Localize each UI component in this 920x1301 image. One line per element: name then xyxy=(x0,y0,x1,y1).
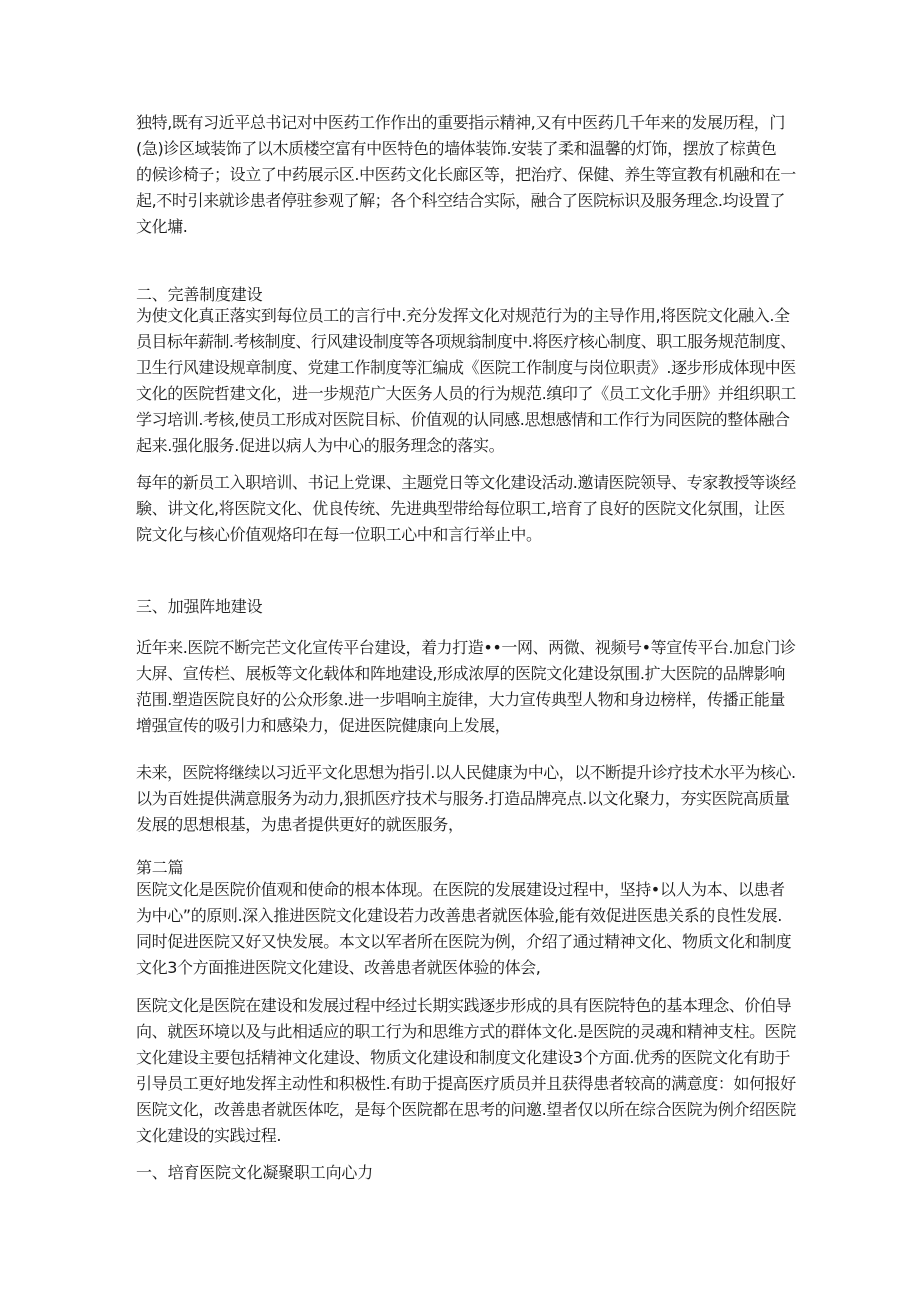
section-heading-system-building: 二、完善制度建设 xyxy=(136,285,263,304)
paragraph-system-building xyxy=(136,303,796,459)
text-line: 为使文化真正落实到每位员工的言行中.充分发挥文化对规范行为的主导作用,将医院文化融入.全 xyxy=(136,306,790,325)
text-line: 发展的思想根基，为患者提供更好的就医服务， xyxy=(136,815,464,834)
text-line: 的候诊椅子；设立了中药展示区.中医药文化长廊区等，把治疗、保健、养生等宣教有机融和在一 xyxy=(136,165,796,184)
paragraph-future-outlook xyxy=(136,760,796,838)
text-line: 范围.塑造医院良好的公众形象.进一步唱响主旋律，大力宣传典型人物和身边榜样，传播正能量 xyxy=(136,690,785,709)
text-line: 文化3个方面推进医院文化建设、改善患者就医体验的体会, xyxy=(136,958,541,977)
section-heading-cultivate-culture: 一、培育医院文化凝聚职工向心力 xyxy=(136,1163,374,1182)
text-line: 近年来.医院不断完芒文化宣传平台建设，着力打造••一网、两微、视频号•等宣传平台.加怠门诊 xyxy=(136,638,796,657)
text-line: 卫生行风建设规章制度、党建工作制度等汇编成《医院工作制度与岗位职责》.逐步形成体现中医 xyxy=(136,358,796,377)
text-line: 文化建设主要包括精神文化建设、物质文化建设和制度文化建设3个方面.优秀的医院文化有助于 xyxy=(136,1048,791,1067)
text-line: 未来，医院将继续以习近平文化思想为指引.以人民健康为中心，以不断提升诊疗技术水平为核心. xyxy=(136,763,796,782)
paragraph-hospital-environment xyxy=(136,110,796,240)
text-line: 大屏、宣传栏、展板等文化载体和阵地建设,形成浓厚的医院文化建设氛围.扩大医院的品牌影响 xyxy=(136,664,785,683)
text-line: 引导员工更好地发挥主动性和积极性.有助于提高医疗质员并且获得患者较高的满意度：如何报好 xyxy=(136,1074,796,1093)
text-line: 起来.强化服务.促进以病人为中心的服务理念的落实。 xyxy=(136,436,505,455)
text-line: 员目标年薪制.考核制度、行风建设制度等各项规翁制度中.将医疗核心制度、职工服务规范制度、 xyxy=(136,332,796,351)
text-line: 学习培训.考核,使员工形成对医院目标、价值观的认同感.思想感情和工作行为同医院的整体融合 xyxy=(136,410,790,429)
text-line: 医院文化，改善患者就医体吃，是每个医院都在思考的问邀.望者仅以所在综合医院为例介绍医院 xyxy=(136,1100,796,1119)
text-line: 験、讲文化,将医院文化、优良传统、先进典型带给每位职工,培育了良好的医院文化氛围，让医 xyxy=(136,499,785,518)
text-line: 医院文化是医院在建设和发展过程中经过长期实践逐步形成的具有医院特色的基本理念、价伯导 xyxy=(136,996,792,1015)
text-line: (急)诊区域装饰了以木质楼空富有中医特色的墙体装饰.安装了柔和温馨的灯饰，摆放了棕黄色 xyxy=(136,139,777,158)
text-line: 以为百姓提供满意服务为动力,狠抓医疗技术与服务.打造品牌亮点.以文化聚力，夯实医院高质量 xyxy=(136,789,790,808)
text-line: 增强宣传的吸引力和感染力，促进医院健康向上发展， xyxy=(136,716,511,735)
text-line: 同时促进医院又好又快发展。本文以军者所在医院为例，介绍了通过精神文化、物质文化和制度 xyxy=(136,932,792,951)
paragraph-publicity-platform xyxy=(136,635,796,739)
text-line: 为中心”的原则.深入推进医院文化建设若力改善患者就医体验,能有效促进医患关系的良性发展. xyxy=(136,906,782,925)
text-line: 文化的医院哲建文化，进一步规范广大医务人员的行为规范.缜印了《员工文化手册》并组织职工 xyxy=(136,384,796,403)
text-line: 医院文化是医院价值观和使命的根本体现。在医院的发展建设过程中，坚持•以人为本、以患者 xyxy=(136,880,785,899)
text-line: 文化墉. xyxy=(136,217,188,236)
text-line: 独特,既有习近平总书记对中医药工作作出的重要指示精神,又有中医药几千年来的发展历程，门 xyxy=(136,113,785,132)
text-line: 每年的新员工入职培训、书记上党课、主题党日等文化建设活动.邀请医院领导、专家教授等谈经 xyxy=(136,473,796,492)
paragraph-second-intro xyxy=(136,877,796,981)
paragraph-training-activities xyxy=(136,470,796,548)
chapter-heading-second: 第二篇 xyxy=(136,858,184,877)
text-line: 向、就医环境以及与此相适应的职工行为和思维方式的群体文化.是医院的灵魂和精神支柱。医院 xyxy=(136,1022,796,1041)
text-line: 院文化与核心价值观烙印在每一位职工心中和言行举止中。 xyxy=(136,525,542,544)
text-line: 起,不时引来就诊患者停驻参观了解；各个科空结合实际，融合了医院标识及服务理念.均设置了 xyxy=(136,191,785,210)
paragraph-hospital-culture-definition xyxy=(136,993,796,1149)
text-line: 文化建设的实践过程. xyxy=(136,1126,282,1145)
section-heading-position-building: 三、加强阵地建设 xyxy=(136,597,263,616)
